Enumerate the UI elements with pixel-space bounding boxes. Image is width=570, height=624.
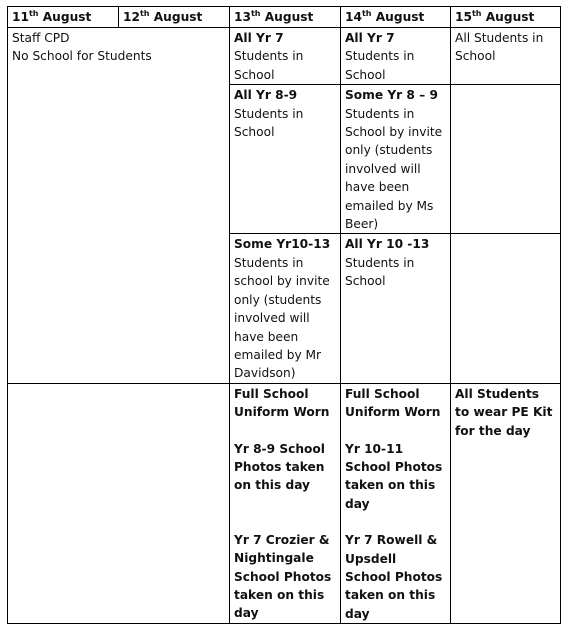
staff-cpd-cell <box>8 28 230 384</box>
staff-cpd-text: Staff CPD <box>12 31 70 45</box>
header-15-august: 15th August <box>451 7 561 28</box>
cell-15-pe-kit: All Students to wear PE Kit for the day <box>451 383 561 623</box>
schedule-row-1 <box>8 28 561 85</box>
schedule-row-4 <box>8 383 561 623</box>
cell-15-empty-a <box>451 85 561 234</box>
cell-14-yr8-9-invite: Some Yr 8 – 9 Students in School by invite only (students involved will have been emailed by Ms Beer) <box>341 85 451 234</box>
cell-11-12-empty <box>8 383 230 623</box>
header-row <box>8 7 561 28</box>
cell-14-yr10-13: All Yr 10 -13 Students in School <box>341 234 451 383</box>
cell-13-uniform-photos: Full School Uniform Worn Yr 8-9 School Photos taken on this day Yr 7 Crozier & Nightingale School Photos taken on this day <box>230 383 341 623</box>
cell-13-yr8-9: All Yr 8-9 Students in School <box>230 85 341 234</box>
cell-15-empty-b <box>451 234 561 383</box>
header-11-august: 11th August <box>8 7 119 28</box>
schedule-table <box>7 6 561 624</box>
header-12-august: 12th August <box>119 7 230 28</box>
cell-14-yr7: All Yr 7 Students in School <box>341 28 451 85</box>
cell-15-all-students: All Students in School <box>451 28 561 85</box>
no-school-text: No School for Students <box>12 49 152 64</box>
cell-13-yr10-13-invite: Some Yr10-13 Students in school by invite only (students involved will have been emailed by Mr Davidson) <box>230 234 341 383</box>
header-14-august: 14th August <box>341 7 451 28</box>
cell-14-uniform-photos: Full School Uniform Worn Yr 10-11 School Photos taken on this day Yr 7 Rowell & Upsdell School Photos taken on this day <box>341 383 451 623</box>
header-13-august: 13th August <box>230 7 341 28</box>
cell-13-yr7: All Yr 7 Students in School <box>230 28 341 85</box>
